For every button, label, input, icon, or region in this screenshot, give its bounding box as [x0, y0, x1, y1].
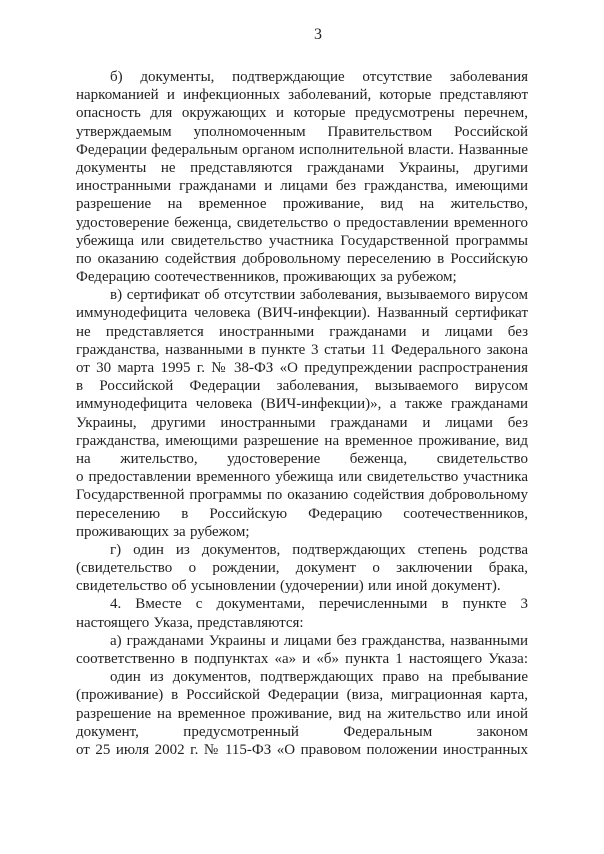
text-line-item-b-12: Федерацию соотечественников, проживающих за рубежом; — [76, 269, 457, 286]
text-line-item-v-1: в) сертификат об отсутствии заболевания, вызываемого вирусом — [110, 287, 528, 304]
text-line-item-v-11: о предоставлении временного убежища или свидетельство участника — [76, 469, 528, 486]
text-line-item-v-2: иммунодефицита человека (ВИЧ-инфекции). Названный сертификат — [76, 305, 528, 322]
text-line-point-4-1: 4. Вместе с документами, перечисленными в пункте 3 — [110, 596, 528, 613]
text-line-point-4-2: настоящего Указа, представляются: — [76, 614, 304, 631]
text-line-item-v-10: на жительство, удостоверение беженца, свидетельство — [76, 450, 528, 467]
text-line-item-v-14: проживающих за рубежом; — [76, 523, 250, 540]
text-line-item-b-6: документы не представляются гражданами Украины, другими — [76, 159, 528, 176]
text-line-item-b-3: опасность для окружающих и которые предусмотрены перечнем, — [76, 105, 528, 122]
text-line-item-v-13: переселению в Российскую Федерацию соотечественников, — [76, 505, 528, 522]
text-line-item-a-sub-5: от 25 июля 2002 г. № 115-ФЗ «О правовом положении иностранных — [76, 741, 528, 758]
document-text — [76, 68, 528, 759]
text-line-item-b-4: утверждаемым уполномоченным Правительством Российской — [76, 123, 528, 140]
text-line-item-a-sub-3: разрешение на временное проживание, вид на жительство или иной — [76, 705, 528, 722]
text-line-item-v-5: от 30 марта 1995 г. № 38-ФЗ «О предупреждении распространения — [76, 360, 528, 376]
text-line-item-v-6: в Российской Федерации заболевания, вызываемого вирусом — [76, 378, 528, 395]
text-line-item-b-9: удостоверение беженца, свидетельство о предоставлении временного — [76, 214, 528, 231]
page-number: 3 — [314, 26, 322, 43]
text-line-item-a-2: соответственно в подпунктах «а» и «б» пункта 1 настоящего Указа: — [76, 651, 528, 667]
text-line-item-a-sub-4: документ, предусмотренный Федеральным законом — [76, 723, 528, 740]
text-line-item-g-3: свидетельство об усыновлении (удочерении) или иной документ). — [76, 578, 501, 595]
text-line-item-a-1: а) гражданами Украины и лицами без гражданства, названными — [110, 632, 528, 649]
text-line-item-b-5: Федерации федеральным органом исполнительной власти. Названные — [76, 141, 528, 158]
text-line-item-v-12: Государственной программы по оказанию содействия добровольному — [76, 487, 528, 504]
text-line-item-b-2: наркоманией и инфекционных заболеваний, которые представляют — [76, 87, 528, 104]
text-line-item-b-7: иностранными гражданами и лицами без гражданства, имеющими — [76, 178, 528, 195]
text-line-item-v-8: Украины, другими иностранными гражданами и лицами без — [76, 414, 528, 431]
text-line-item-a-sub-2: (проживание) в Российской Федерации (виза, миграционная карта, — [76, 687, 528, 704]
text-line-item-b-1: б) документы, подтверждающие отсутствие заболевания — [110, 69, 528, 85]
text-line-item-v-4: гражданства, названными в пункте 3 статьи 11 Федерального закона — [76, 341, 528, 358]
text-line-item-v-7: иммунодефицита человека (ВИЧ-инфекции)», а также гражданами — [76, 396, 528, 413]
text-line-item-b-8: разрешение на временное проживание, вид на жительство, — [76, 196, 528, 213]
text-line-item-g-1: г) один из документов, подтверждающих степень родства — [110, 541, 528, 558]
text-line-item-g-2: (свидетельство о рождении, документ о заключении брака, — [76, 560, 528, 577]
text-line-item-v-3: не представляется иностранными гражданами и лицами без — [76, 323, 528, 340]
text-line-item-b-11: по оказанию содействия добровольному переселению в Российскую — [76, 250, 528, 267]
text-line-item-a-sub-1: один из документов, подтверждающих право на пребывание — [110, 669, 528, 686]
text-line-item-v-9: гражданства, имеющими разрешение на временное проживание, вид — [76, 432, 528, 449]
text-line-item-b-10: убежища или свидетельство участника Государственной программы — [76, 232, 528, 249]
